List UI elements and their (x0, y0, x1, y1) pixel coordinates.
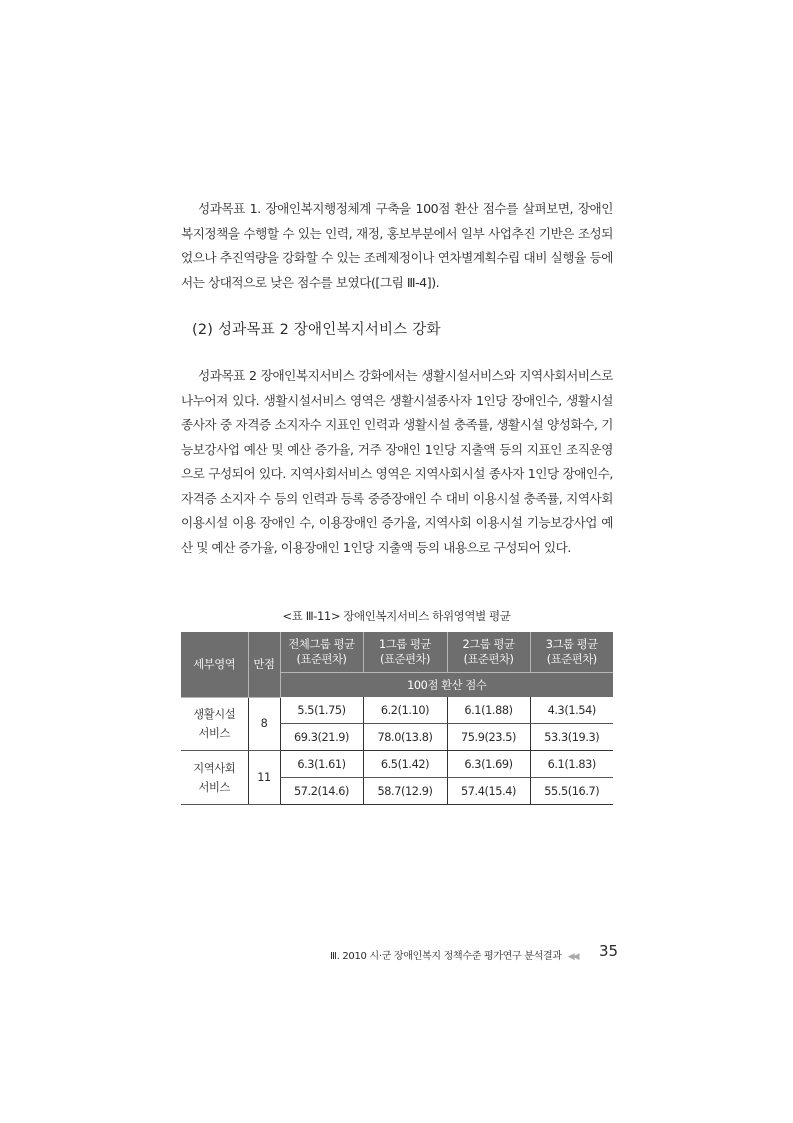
header-group1-label: 1그룹 평균 (378, 638, 432, 651)
cell-raw-total: 6.3(1.61) (280, 751, 363, 778)
data-table (181, 632, 613, 805)
footer-chapter-title: Ⅲ. 2010 시·군 장애인복지 정책수준 평가연구 분석결과 (330, 951, 562, 962)
header-group3 (530, 632, 613, 673)
header-full-score: 만점 (248, 632, 280, 697)
page-number: 35 (599, 942, 619, 960)
section-heading: (2) 성과목표 2 장애인복지서비스 강화 (192, 322, 441, 338)
cell-raw-total: 5.5(1.75) (280, 697, 363, 724)
header-total-label: 전체그룹 평균 (288, 638, 355, 651)
cell-raw-group3: 6.1(1.83) (530, 751, 613, 778)
cell-raw-group2: 6.3(1.69) (447, 751, 530, 778)
row-full-score: 8 (248, 697, 280, 751)
paragraph-goal1-summary: 성과목표 1. 장애인복지행정체계 구축을 100점 환산 점수를 살펴보면, 장애인복지정책을 수행할 수 있는 인력, 재정, 홍보부분에서 일부 사업추진 기반은 조성되었으나 추진역량을 강화할 수 있는 조례제정이나 연차별계획수립 대비 실행율 등에서는 상대적으로 낮은 점수를 보였다([그림 Ⅲ-4]). (181, 201, 613, 290)
table-row (181, 751, 613, 778)
cell-converted-group2: 75.9(23.5) (447, 724, 530, 751)
header-total-group (280, 632, 363, 673)
running-footer (330, 947, 583, 962)
cell-converted-group2: 57.4(15.4) (447, 778, 530, 805)
row-area-line2: 서비스 (198, 726, 231, 740)
header-total-sd: (표준편차) (296, 653, 347, 666)
cell-raw-group2: 6.1(1.88) (447, 697, 530, 724)
header-group3-sd: (표준편차) (546, 653, 597, 666)
header-area: 세부영역 (181, 632, 248, 697)
row-area-line2: 서비스 (198, 780, 231, 794)
row-area-label (181, 751, 248, 805)
header-group2-sd: (표준편차) (463, 653, 514, 666)
row-full-score: 11 (248, 751, 280, 805)
cell-converted-total: 57.2(14.6) (280, 778, 363, 805)
header-group2 (447, 632, 530, 673)
header-converted-score: 100점 환산 점수 (280, 673, 613, 698)
double-arrow-left-icon: ◀◀ (567, 952, 578, 962)
cell-converted-group1: 78.0(13.8) (363, 724, 447, 751)
row-area-line1: 지역사회 (193, 761, 236, 775)
header-group3-label: 3그룹 평균 (545, 638, 598, 651)
cell-converted-group1: 58.7(12.9) (363, 778, 447, 805)
cell-converted-group3: 55.5(16.7) (530, 778, 613, 805)
header-group1-sd: (표준편차) (379, 653, 431, 666)
table-row (181, 697, 613, 724)
cell-raw-group3: 4.3(1.54) (530, 697, 613, 724)
table-caption: <표 Ⅲ-11> 장애인복지서비스 하위영역별 평균 (282, 609, 511, 623)
cell-converted-group3: 53.3(19.3) (530, 724, 613, 751)
header-group2-label: 2그룹 평균 (462, 638, 515, 651)
paragraph-goal2-description: 성과목표 2 장애인복지서비스 강화에서는 생활시설서비스와 지역사회서비스로 나누어져 있다. 생활시설서비스 영역은 생활시설종사자 1인당 장애인수, 생활시설종사자 중 자격증 소지자수 지표인 인력과 생활시설 충족률, 생활시설 양성화수, 기능보강사업 예산 및 예산 증가율, 거주 장애인 1인당 지출액 등의 지표인 조직운영으로 구성되어 있다. 지역사회서비스 영역은 지역사회시설 종사자 1인당 장애인수, 자격증 소지자 수 등의 인력과 등록 중증장애인 수 대비 이용시설 충족률, 지역사회이용시설 이용 장애인 수, 이용장애인 증가율, 지역사회 이용시설 기능보강사업 예산 및 예산 증가율, 이용장애인 1인당 지출액 등의 내용으로 구성되어 있다. (181, 368, 613, 555)
cell-converted-total: 69.3(21.9) (280, 724, 363, 751)
cell-raw-group1: 6.2(1.10) (363, 697, 447, 724)
row-area-label (181, 697, 248, 751)
cell-raw-group1: 6.5(1.42) (363, 751, 447, 778)
row-area-line1: 생활시설 (193, 707, 236, 721)
header-group1 (363, 632, 447, 673)
